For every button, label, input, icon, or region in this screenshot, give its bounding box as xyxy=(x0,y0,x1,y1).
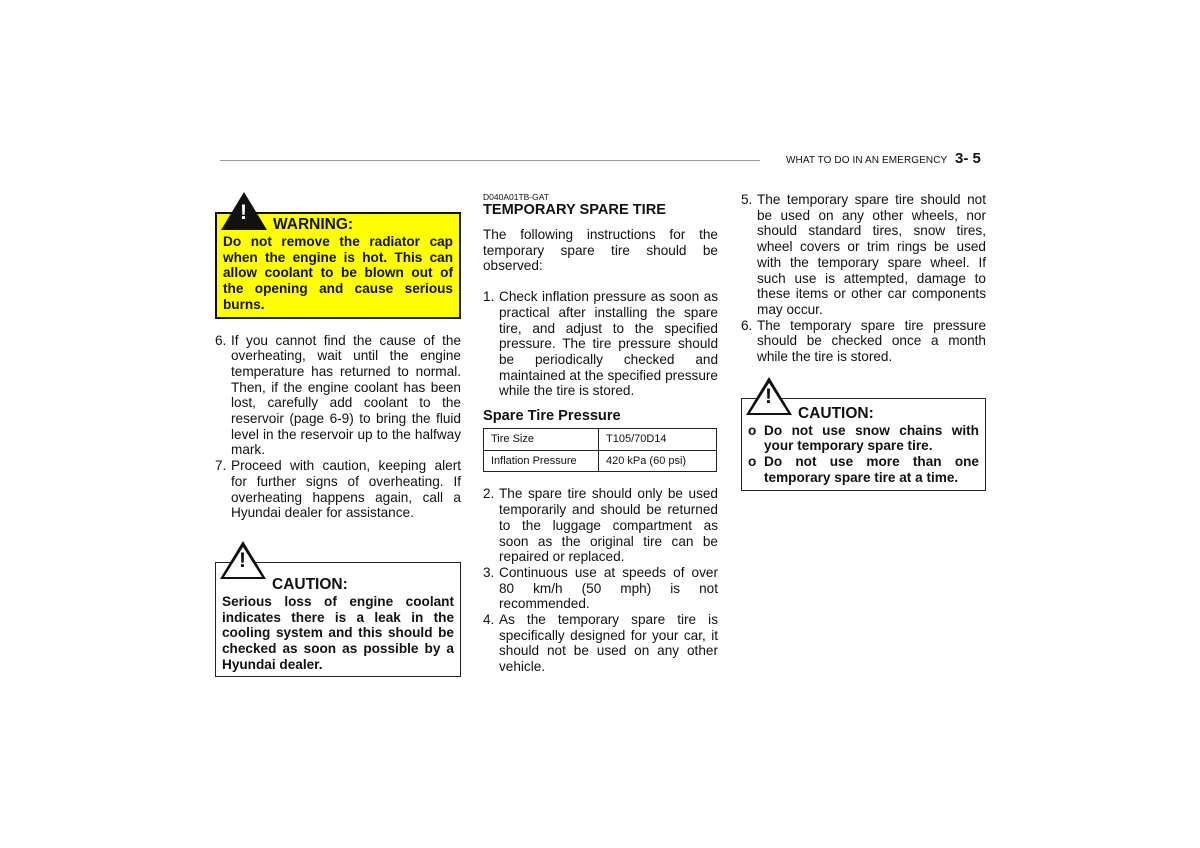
spare-tire-steps-b xyxy=(483,486,718,674)
step-number: 6. xyxy=(215,332,227,348)
column-right xyxy=(741,192,986,491)
spare-tire-steps-a xyxy=(483,289,718,399)
bullet: o xyxy=(748,422,757,438)
step-text: Continuous use at speeds of over 80 km/h (50 mph) is not recommended. xyxy=(499,564,718,612)
step-text: Check inflation pressure as soon as practical after installing the spare tire, and adjust to the specified pressure. The tire pressure should be periodically checked and maintained at the specified pressure while the tire is stored. xyxy=(499,289,718,399)
step-text: If you cannot find the cause of the overheating, wait until the engine temperature has returned to normal. Then, if the engine coolant has been lost, carefully add coolant to the reservoir (page 6-9) to bring the fluid level in the reservoir up to the halfway mark. xyxy=(231,332,461,458)
overheating-steps xyxy=(215,333,461,521)
caution-box-coolant xyxy=(215,548,461,678)
bullet: o xyxy=(748,454,757,470)
pressure-table xyxy=(483,428,717,472)
step-number: 3. xyxy=(483,564,495,580)
table-cell-value: 420 kPa (60 psi) xyxy=(599,450,717,472)
list-item xyxy=(748,454,979,485)
document-code: D040A01TB-GAT xyxy=(483,192,549,202)
table-row xyxy=(484,429,717,451)
section-heading: TEMPORARY SPARE TIRE xyxy=(483,202,666,218)
warning-box xyxy=(215,201,461,319)
list-item xyxy=(483,565,718,612)
step-text: The spare tire should only be used temporarily and should be returned to the luggage compartment as soon as the original tire can be repaired or replaced. xyxy=(499,486,718,565)
spare-tire-steps-c xyxy=(741,192,986,365)
caution-list xyxy=(748,423,979,486)
list-item xyxy=(741,318,986,365)
bullet-text: Do not use more than one temporary spare tire at a time. xyxy=(764,454,979,485)
step-text: Proceed with caution, keeping alert for further signs of overheating. If overheating happens again, call a Hyundai dealer for assistance. xyxy=(231,458,461,521)
section-title: WHAT TO DO IN AN EMERGENCY xyxy=(786,155,948,166)
step-number: 2. xyxy=(483,486,495,502)
list-item xyxy=(483,289,718,399)
step-number: 7. xyxy=(215,458,227,474)
warning-triangle-icon: ! xyxy=(221,192,267,230)
table-cell-value: T105/70D14 xyxy=(599,429,717,451)
caution-body: Serious loss of engine coolant indicates there is a leak in the cooling system and this should be checked as soon as possible by a Hyundai dealer. xyxy=(222,593,454,672)
warning-title: WARNING: xyxy=(273,216,354,233)
caution-title: CAUTION: xyxy=(272,575,348,593)
list-item xyxy=(748,423,979,454)
caution-triangle-icon: ! xyxy=(746,377,792,415)
intro-paragraph: The following instructions for the temporary spare tire should be observed: xyxy=(483,227,718,274)
list-item xyxy=(483,612,718,675)
table-cell-label: Inflation Pressure xyxy=(484,450,599,472)
caution-box-spare xyxy=(741,384,986,491)
step-number: 6. xyxy=(741,317,753,333)
list-item xyxy=(215,458,461,521)
step-text: As the temporary spare tire is specifically designed for your car, it should not be used on any other vehicle. xyxy=(499,612,718,675)
step-number: 5. xyxy=(741,192,753,207)
column-left xyxy=(215,190,461,677)
caution-title: CAUTION: xyxy=(798,404,874,422)
header-rule xyxy=(220,160,760,161)
bullet-text: Do not use snow chains with your temporary spare tire. xyxy=(764,422,979,454)
list-item xyxy=(215,333,461,459)
step-text: The temporary spare tire should not be used on any other wheels, nor should standard tires, snow tires, wheel covers or trim rings be used with the temporary spare wheel. If such use is attempted, damage to these items or other car components may occur. xyxy=(757,192,986,317)
page-number: 3- 5 xyxy=(955,150,981,167)
list-item xyxy=(741,192,986,318)
step-number: 1. xyxy=(483,289,495,305)
pressure-heading: Spare Tire Pressure xyxy=(483,408,621,425)
step-number: 4. xyxy=(483,612,495,628)
column-middle xyxy=(483,192,718,675)
warning-body: Do not remove the radiator cap when the engine is hot. This can allow coolant to be blown out of the opening and cause serious burns. xyxy=(223,234,453,312)
table-cell-label: Tire Size xyxy=(484,429,599,451)
table-row xyxy=(484,450,717,472)
list-item xyxy=(483,486,718,565)
step-text: The temporary spare tire pressure should be checked once a month while the tire is stored. xyxy=(757,317,986,365)
caution-triangle-icon: ! xyxy=(220,541,266,579)
